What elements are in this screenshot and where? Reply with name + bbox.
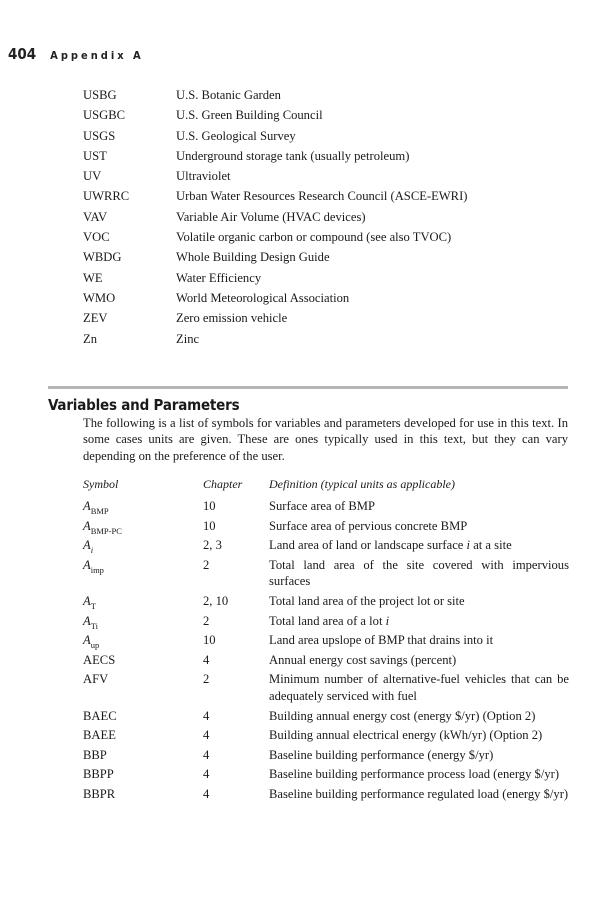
variable-row [83,671,569,704]
abbreviation-definition: Volatile organic carbon or compound (see also TVOC) [176,230,452,245]
variable-row [83,518,569,535]
variable-definition: Land area upslope of BMP that drains into it [269,633,494,648]
symbol-letter: BBPP [83,767,114,782]
symbol-letter: BBPR [83,786,116,801]
abbreviation-row [83,247,583,267]
variable-symbol [83,766,203,783]
definition-text: Total land area of a lot [269,613,386,628]
symbol-subscript: Ti [90,620,98,631]
abbreviation-row [83,308,583,328]
abbreviation-row [83,166,583,186]
abbreviation-row [83,126,583,146]
symbol-subscript: imp [90,564,104,575]
symbol-letter: AFV [83,672,109,687]
page-number: 404 [8,45,37,63]
symbol-subscript: T [90,600,96,611]
running-section-title: Appendix A [50,49,144,62]
abbreviation-row [83,288,583,308]
variable-definition [269,613,569,630]
abbreviation-definition: Ultraviolet [176,169,231,184]
variable-definition: Baseline building performance regulated load (energy $/yr) [269,786,569,801]
variable-definition [269,537,569,554]
symbol-letter: BBP [83,747,107,762]
variable-row [83,652,569,669]
variable-symbol [83,557,203,590]
abbreviation-row [83,227,583,247]
variable-chapter: 4 [203,708,210,723]
abbreviation-list [83,85,583,349]
abbreviation-term: VAV [83,209,108,224]
abbreviation-definition: Water Efficiency [176,270,262,285]
abbreviation-term: WBDG [83,250,122,265]
variable-definition: Baseline building performance process load (energy $/yr) [269,767,560,782]
abbreviation-term: Zn [83,331,97,346]
variable-row [83,557,569,590]
symbol-subscript: i [90,545,94,556]
running-header [8,44,144,63]
section-intro: The following is a list of symbols for variables and parameters developed for use in this text. In some cases units are given. These are ones typically used in this text, but they can vary depending on the preference of the user. [83,416,568,463]
abbreviation-definition: Whole Building Design Guide [176,250,330,265]
abbreviation-row [83,207,583,227]
variable-chapter: 4 [203,767,210,782]
variable-definition: Minimum number of alternative-fuel vehicles that can be adequately serviced with fuel [269,672,569,703]
abbreviation-row [83,268,583,288]
variable-symbol [83,727,203,744]
abbreviation-definition: U.S. Botanic Garden [176,88,281,102]
abbreviation-term: ZEV [83,311,108,326]
header-symbol: Symbol [83,477,119,491]
variable-row [83,786,569,803]
symbol-letter: A [83,499,91,513]
variable-chapter: 2 [203,557,210,572]
section-divider [48,386,568,389]
abbreviation-term: UST [83,148,107,163]
definition-text: Land area of land or landscape surface [269,538,467,553]
variable-row [83,537,569,554]
symbol-letter: AECS [83,652,116,667]
variable-row [83,593,569,610]
abbreviation-term: UV [83,169,102,184]
variable-definition: Total land area of the site covered with impervious surfaces [269,557,569,589]
abbreviation-definition: Urban Water Resources Research Council (ASCE-EWRI) [176,189,468,204]
abbreviation-row [83,329,583,349]
abbreviation-definition: Underground storage tank (usually petroleum) [176,148,410,163]
variable-chapter: 2, 3 [203,538,222,553]
definition-text-end: at a site [470,538,512,553]
variable-definition: Surface area of pervious concrete BMP [269,518,468,533]
variable-definition: Annual energy cost savings (percent) [269,652,457,667]
variable-definition: Baseline building performance (energy $/yr) [269,747,494,762]
variable-row [83,727,569,744]
variable-row [83,498,569,515]
variables-table-body [83,498,569,803]
variable-row [83,613,569,630]
variable-definition: Building annual energy cost (energy $/yr) (Option 2) [269,708,536,723]
symbol-letter: A [83,518,91,533]
variable-chapter: 4 [203,652,210,667]
variable-symbol [83,632,203,649]
symbol-subscript: up [90,640,100,651]
symbol-letter: BAEE [83,728,116,743]
variable-chapter: 4 [203,786,210,801]
variable-symbol [83,747,203,764]
variable-definition: Total land area of the project lot or site [269,593,465,608]
abbreviation-term: WMO [83,290,116,305]
symbol-letter: A [83,593,91,608]
abbreviation-row [83,146,583,166]
abbreviation-term: USBG [83,88,117,102]
variable-symbol [83,671,203,704]
variable-symbol [83,537,203,554]
symbol-letter: A [83,613,91,628]
variable-chapter: 10 [203,518,216,533]
symbol-subscript: BMP [90,506,109,516]
variable-symbol [83,593,203,610]
abbreviation-definition: Zero emission vehicle [176,311,288,326]
variables-table-header [83,474,569,496]
variable-chapter: 2, 10 [203,593,229,608]
abbreviation-term: VOC [83,230,110,245]
variable-chapter: 4 [203,747,210,762]
symbol-letter: A [83,633,91,648]
symbol-letter: A [83,557,91,572]
variable-chapter: 2 [203,672,210,687]
variables-table [83,474,569,806]
variable-chapter: 4 [203,728,210,743]
abbreviation-term: USGS [83,128,116,143]
variable-symbol [83,786,203,803]
variable-definition: Building annual electrical energy (kWh/yr) (Option 2) [269,728,543,743]
variable-chapter: 2 [203,613,210,628]
symbol-letter: A [83,538,91,553]
abbreviation-definition: U.S. Geological Survey [176,128,296,143]
variable-row [83,632,569,649]
variable-definition: Surface area of BMP [269,499,375,513]
header-definition: Definition (typical units as applicable) [269,477,455,491]
definition-variable: i [466,538,471,553]
symbol-letter: BAEC [83,708,117,723]
abbreviation-row [83,105,583,125]
definition-variable: i [385,613,390,628]
abbreviation-term: USGBC [83,108,125,123]
header-chapter: Chapter [203,477,243,491]
abbreviation-term: WE [83,270,103,285]
abbreviation-definition: Variable Air Volume (HVAC devices) [176,209,366,224]
section-heading: Variables and Parameters [48,396,240,414]
variable-symbol [83,518,203,535]
variable-row [83,747,569,764]
abbreviation-row [83,85,583,105]
symbol-subscript: BMP-PC [90,525,122,536]
variable-symbol [83,708,203,725]
variable-symbol [83,498,203,515]
abbreviation-definition: U.S. Green Building Council [176,108,323,123]
variable-symbol [83,613,203,630]
variable-row [83,708,569,725]
variable-chapter: 10 [203,633,216,648]
abbreviation-term: UWRRC [83,189,130,204]
variable-row [83,766,569,783]
variable-symbol [83,652,203,669]
abbreviation-definition: World Meteorological Association [176,290,350,305]
abbreviation-definition: Zinc [176,331,200,346]
abbreviation-row [83,186,583,206]
variable-chapter: 10 [203,499,216,513]
